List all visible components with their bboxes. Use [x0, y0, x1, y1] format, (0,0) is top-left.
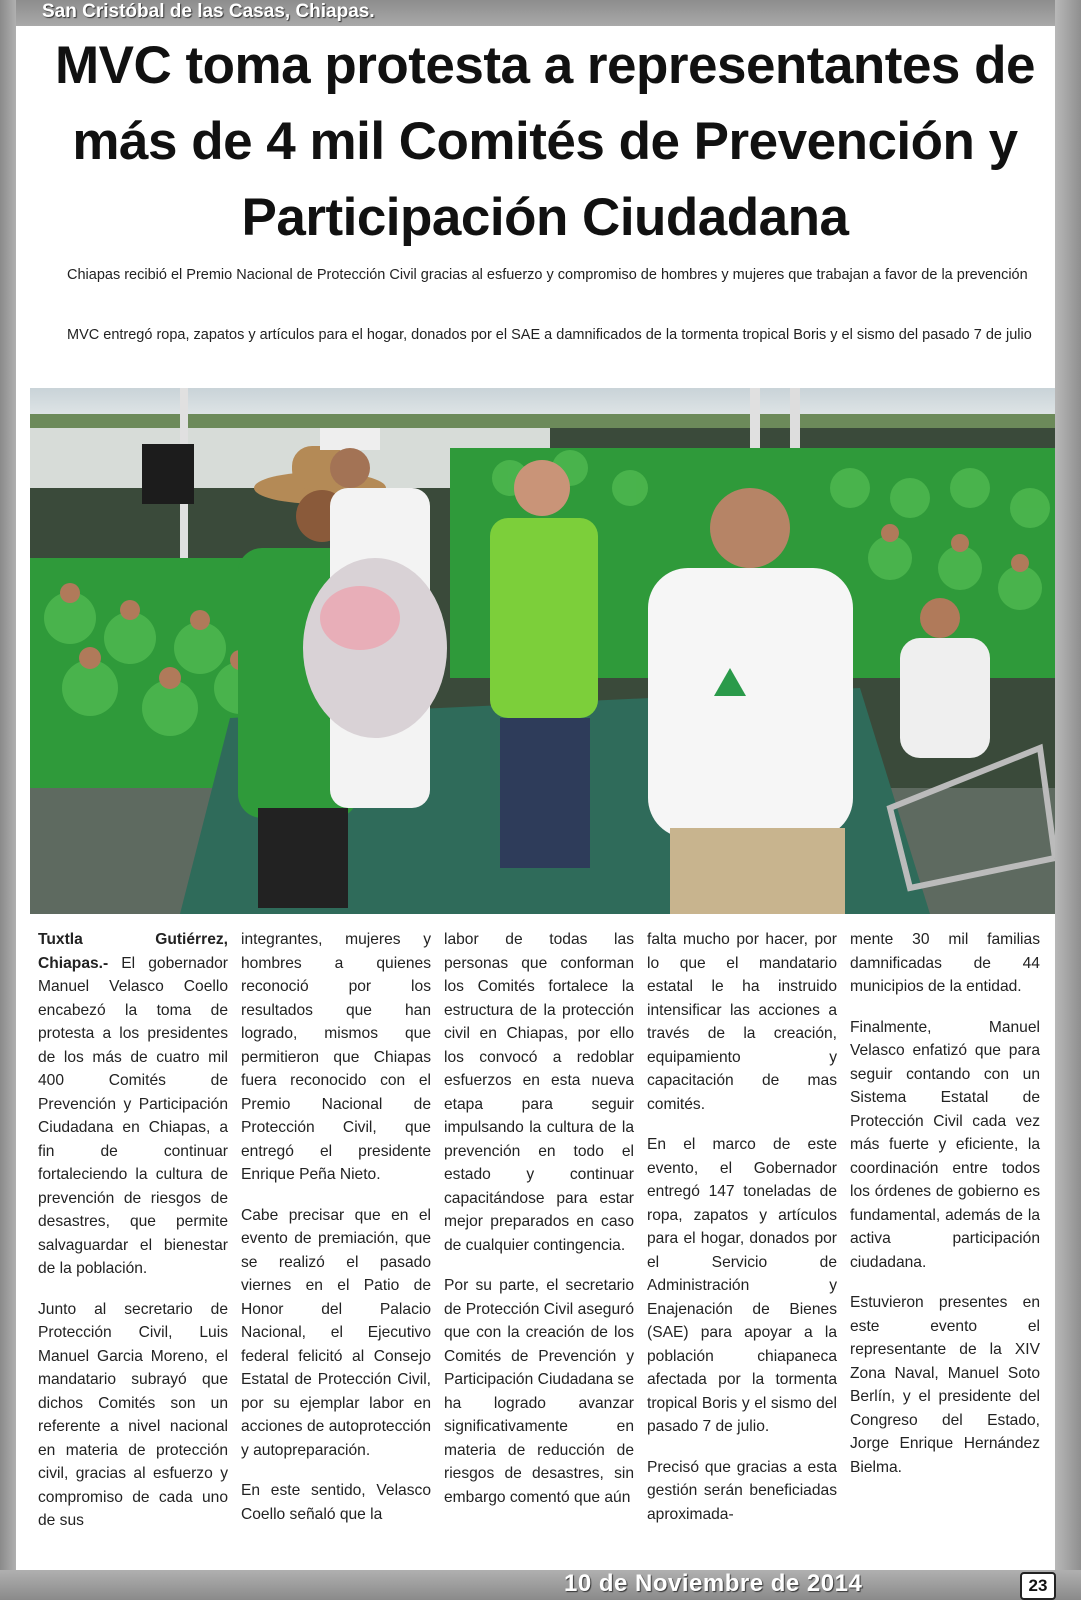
page-frame-right — [1055, 0, 1081, 1600]
body-paragraph: labor de todas las personas que conforman los Comités fortalece la estructura de la protección civil en Chiapas, por ello los convocó a redoblar esfuerzos en esta nueva etapa para seguir impulsando la cultura de la prevención en todo el estado y continuar capacitándose para estar mejor preparados en caso de cualquier contingencia. — [444, 931, 634, 1254]
body-paragraph: Junto al secretario de Protección Civil, Luis Manuel Garcia Moreno, el mandatario subrayó que dichos Comités son un referente a nivel nacional en materia de protección civil, gracias al esfuerzo y compromiso de cada uno de sus — [38, 1300, 228, 1529]
body-paragraph: mente 30 mil familias damnificadas de 44 municipios de la entidad. — [850, 931, 1040, 995]
body-column-2 — [241, 928, 431, 1543]
body-paragraph: En este sentido, Velasco Coello señaló que la — [241, 1482, 431, 1523]
article-body — [38, 928, 1046, 1560]
body-paragraph: falta mucho por hacer, por lo que el mandatario estatal le ha instruido intensificar las acciones a través de la creación, equipamiento y capacitación de mas comités. — [647, 931, 837, 1113]
body-paragraph: integrantes, mujeres y hombres a quienes reconoció por los resultados que han logrado, mismos que permitieron que Chiapas fuera reconocido con el Premio Nacional de Protección Civil, que entregó el presidente Enrique Peña Nieto. — [241, 931, 431, 1183]
body-column-3 — [444, 928, 634, 1526]
body-column-1 — [38, 928, 228, 1550]
body-column-5 — [850, 928, 1040, 1496]
footer-date: 10 de Noviembre de 2014 — [564, 1570, 863, 1597]
article-headline: MVC toma protesta a representantes de más de 4 mil Comités de Prevención y Participación Ciudadana — [55, 36, 1035, 247]
body-paragraph: Precisó que gracias a esta gestión serán beneficiadas aproximada- — [647, 1458, 837, 1523]
body-paragraph: En el marco de este evento, el Gobernador entregó 147 toneladas de ropa, zapatos y artículos para el hogar, donados por el Servicio de Administración y Enajenación de Bienes (SAE) para apoyar a la población chiapaneca afectada por la tormenta tropical Boris y el sismo del pasado 7 de julio. — [647, 1136, 837, 1435]
lead-paragraph-2: MVC entregó ropa, zapatos y artículos para el hogar, donados por el SAE a damnificados de la tormenta tropical Boris y el sismo del pasado 7 de julio — [67, 327, 1032, 343]
page-number: 23 — [1020, 1572, 1056, 1600]
body-paragraph: Cabe precisar que en el evento de premiación, que se realizó el pasado viernes en el Patio de Honor del Palacio Nacional, el Ejecutivo federal felicitó al Consejo Estatal de Protección Civil, por su ejemplar labor en acciones de autoprotección y autopreparación. — [241, 1206, 431, 1459]
body-paragraph: Finalmente, Manuel Velasco enfatizó que para seguir contando con un Sistema Estatal de Protección Civil cada vez más fuerte y eficiente, la coordinación entre todos los órdenes de gobierno es fundamental, además de la activa participación ciudadana. — [850, 1018, 1040, 1271]
body-paragraph: Por su parte, el secretario de Protección Civil aseguró que con la creación de los Comités de Prevención y Participación Ciudadana se ha logrado avanzar significativamente en materia de reducción de riesgos de desastres, sin embargo comentó que aún — [444, 1277, 634, 1506]
body-paragraph: Estuvieron presentes en este evento el representante de la XIV Zona Naval, Manuel Soto Berlín, y el presidente del Congreso del Estado, Jorge Enrique Hernández Bielma. — [850, 1294, 1040, 1476]
event-photo — [30, 388, 1055, 914]
header-location: San Cristóbal de las Casas, Chiapas. — [42, 1, 375, 22]
body-paragraph: Tuxtla Gutiérrez, Chiapas.- El gobernador Manuel Velasco Coello encabezó la toma de protesta a los presidentes de los más de cuatro mil 400 Comités de Prevención y Participación Ciudadana en Chiapas, a fin de continuar fortaleciendo la cultura de prevención de riesgos de desastres, que permite salvaguardar el bienestar de la población. — [38, 931, 228, 1277]
lead-paragraph-1: Chiapas recibió el Premio Nacional de Protección Civil gracias al esfuerzo y compromiso de hombres y mujeres que trabajan a favor de la prevención — [67, 267, 1028, 283]
dateline: Tuxtla Gutiérrez, Chiapas.- — [38, 931, 228, 972]
page-frame-left — [0, 0, 16, 1600]
body-column-4 — [647, 928, 837, 1543]
page-frame-bottom — [0, 1570, 1081, 1600]
